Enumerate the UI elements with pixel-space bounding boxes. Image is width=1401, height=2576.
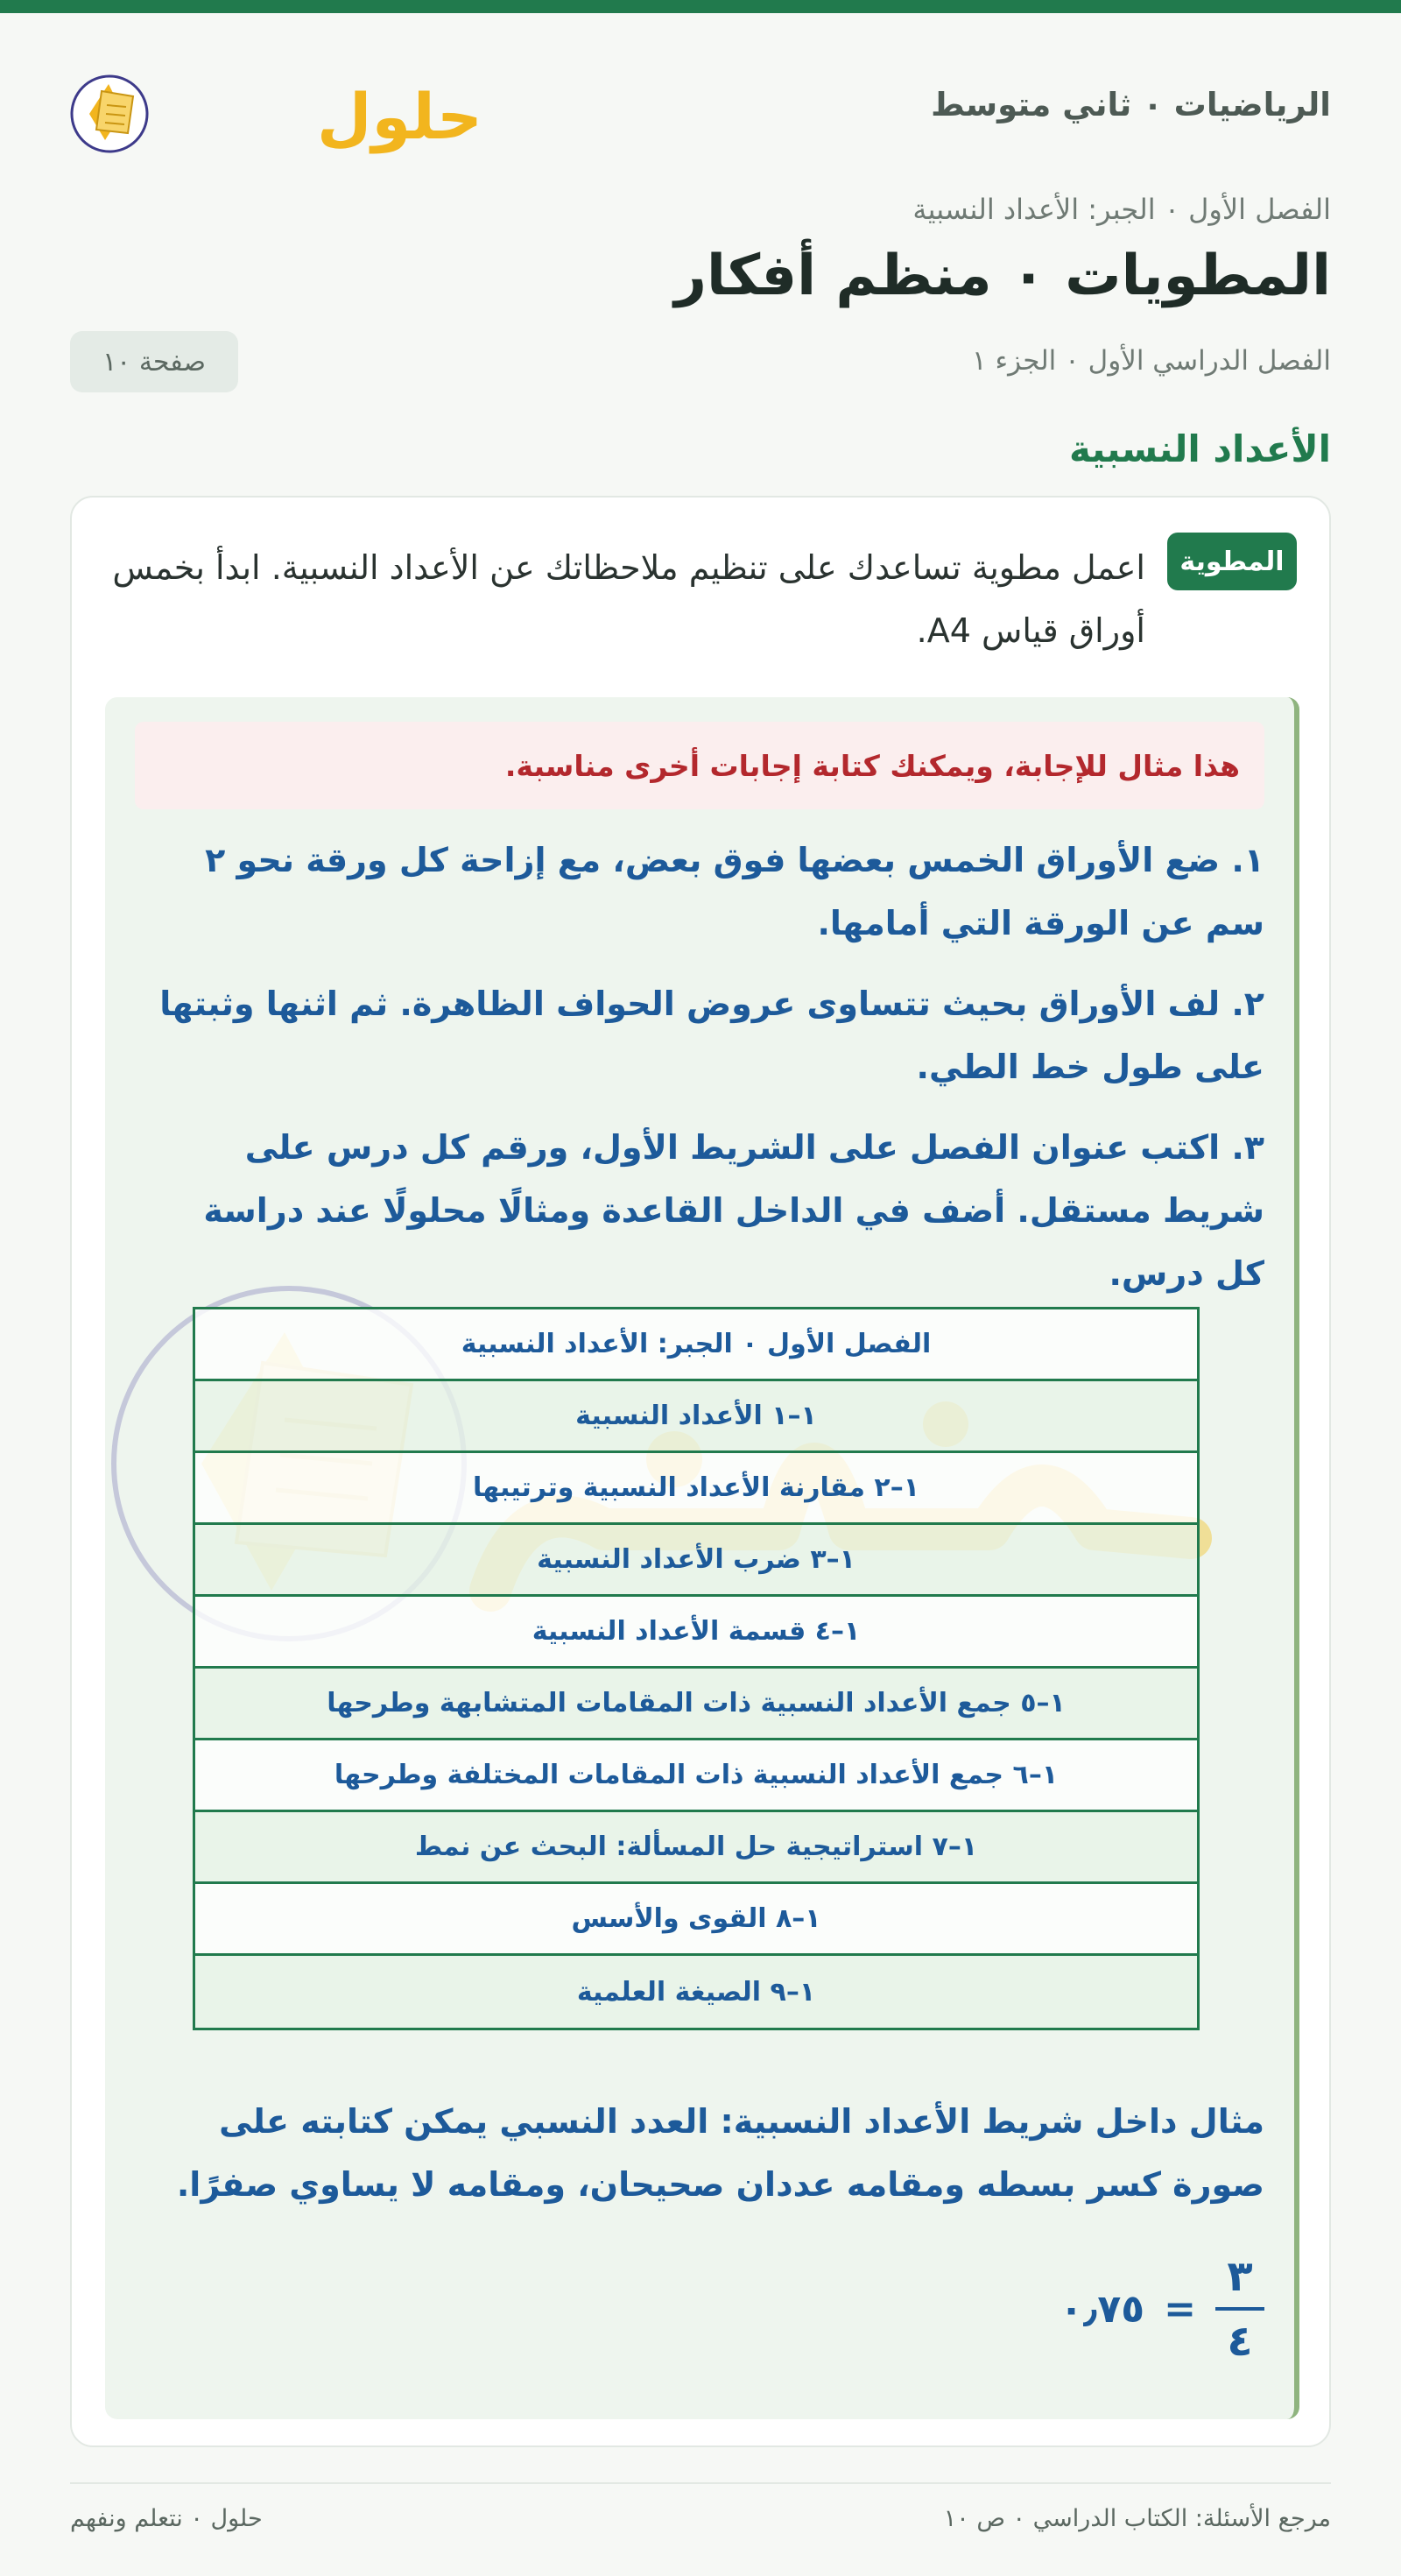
fold-row: ١–١ الأعداد النسبية xyxy=(195,1381,1197,1453)
fraction-bar xyxy=(1215,2307,1264,2311)
foldable-tag: المطوية xyxy=(1167,533,1297,590)
equals-sign: = xyxy=(1164,2286,1196,2332)
foldable-card xyxy=(70,496,1331,2447)
page-title: المطويات ٠ منظم أفكار xyxy=(674,243,1331,308)
fold-row: ١–٧ استراتيجية حل المسألة: البحث عن نمط xyxy=(195,1812,1197,1884)
fold-row: ١–٤ قسمة الأعداد النسبية xyxy=(195,1597,1197,1669)
fraction xyxy=(1215,2251,1264,2367)
footer-divider xyxy=(70,2482,1331,2484)
fold-row: ١–٨ القوى والأسس xyxy=(195,1884,1197,1956)
fold-row: ١–٦ جمع الأعداد النسبية ذات المقامات المختلفة وطرحها xyxy=(195,1740,1197,1812)
page-number-badge: صفحة ١٠ xyxy=(70,331,238,392)
subject-label: الرياضيات ٠ ثاني متوسط xyxy=(931,86,1331,124)
halool-book-logo-icon xyxy=(70,61,482,158)
logo-text: حلول xyxy=(317,80,482,153)
fraction-numerator: ٣ xyxy=(1227,2252,1253,2301)
footer-reference: مرجع الأسئلة: الكتاب الدراسي ٠ ص ١٠ xyxy=(943,2505,1331,2532)
fold-row: ١–٣ ضرب الأعداد النسبية xyxy=(195,1525,1197,1597)
answer-box xyxy=(105,697,1299,2419)
foldable-tabs-table xyxy=(193,1307,1200,2030)
fold-row: ١–٥ جمع الأعداد النسبية ذات المقامات المتشابهة وطرحها xyxy=(195,1669,1197,1740)
fold-row: ١–٩ الصيغة العلمية xyxy=(195,1956,1197,2028)
step-2: ٢. لف الأوراق بحيث تتساوى عروض الحواف الظاهرة. ثم اثنها وثبتها على طول خط الطي. xyxy=(159,985,1264,1086)
term-line: الفصل الدراسي الأول ٠ الجزء ١ xyxy=(972,345,1331,377)
fraction-denominator: ٤ xyxy=(1227,2317,1253,2366)
page-header xyxy=(70,61,1331,158)
top-accent-strip xyxy=(0,0,1401,13)
footer-brand[interactable]: حلول ٠ نتعلم ونفهم xyxy=(70,2505,263,2532)
chapter-line: الفصل الأول ٠ الجبر: الأعداد النسبية xyxy=(912,193,1331,226)
section-heading: الأعداد النسبية xyxy=(1068,427,1331,470)
example-answer-note: هذا مثال للإجابة، ويمكنك كتابة إجابات أخرى مناسبة. xyxy=(135,722,1264,809)
intro-text: اعمل مطوية تساعدك على تنظيم ملاحظاتك عن الأعداد النسبية. ابدأ بخمس أوراق قياس A4. xyxy=(112,548,1145,650)
example-text: مثال داخل شريط الأعداد النسبية: العدد النسبي يمكن كتابته على صورة كسر بسطه ومقامه عددان صحيحان، ومقامه لا يساوي صفرًا. xyxy=(176,2102,1264,2204)
decimal-value: ٠٫٧٥ xyxy=(1060,2286,1145,2332)
halool-logo[interactable] xyxy=(70,61,482,158)
fraction-equation xyxy=(1060,2248,1264,2370)
fold-row-title: الفصل الأول ٠ الجبر: الأعداد النسبية xyxy=(195,1309,1197,1381)
step-1: ١. ضع الأوراق الخمس بعضها فوق بعض، مع إزاحة كل ورقة نحو ٢ سم عن الورقة التي أمامها. xyxy=(205,841,1264,942)
fold-row: ١–٢ مقارنة الأعداد النسبية وترتيبها xyxy=(195,1453,1197,1525)
step-3: ٣. اكتب عنوان الفصل على الشريط الأول، ورقم كل درس على شريط مستقل. أضف في الداخل القاعدة ومثالًا محلولًا عند دراسة كل درس. xyxy=(203,1128,1264,1293)
